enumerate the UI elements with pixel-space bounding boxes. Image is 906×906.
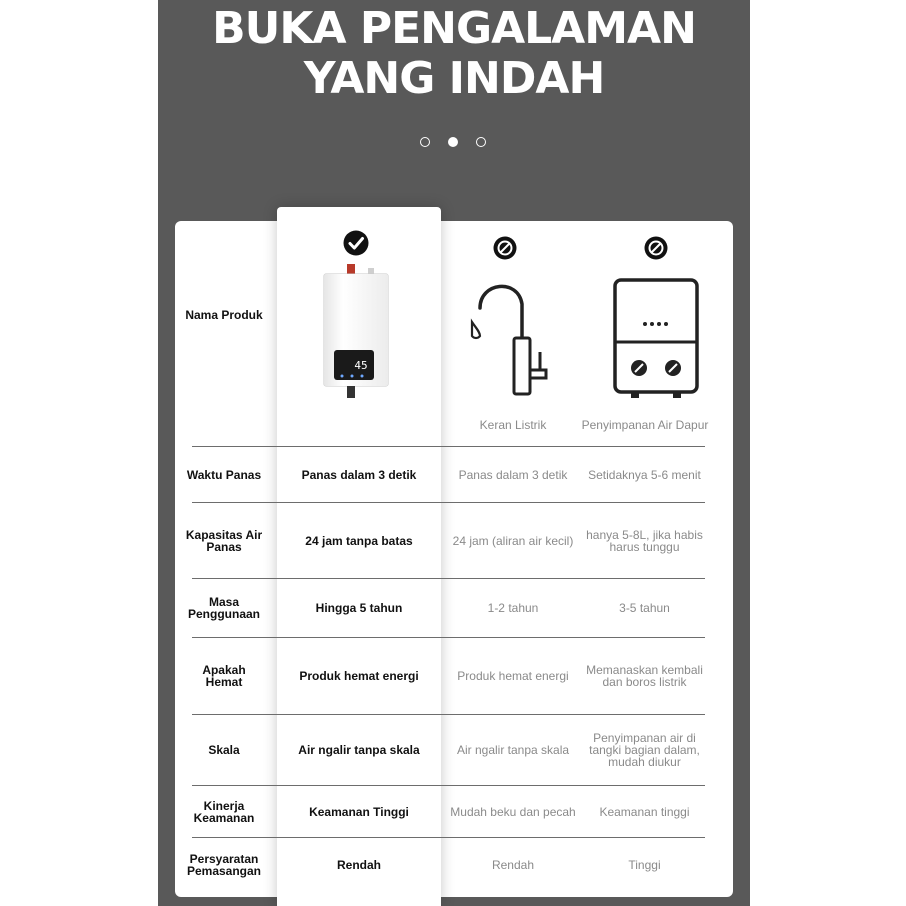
cell-faucet: Air ngalir tanpa skala xyxy=(456,743,570,757)
heater-display-temperature: 45 xyxy=(354,359,368,372)
carousel-indicator xyxy=(0,137,906,147)
kitchen-water-tank-icon xyxy=(611,276,701,400)
cell-faucet: 1-2 tahun xyxy=(487,601,539,615)
cell-faucet: Rendah xyxy=(491,858,535,872)
cell-tank: 3-5 tahun xyxy=(619,601,670,615)
prohibited-icon xyxy=(493,236,517,260)
headline-line-2: YANG INDAH xyxy=(303,53,605,104)
cell-main: Hingga 5 tahun xyxy=(315,601,403,615)
cell-tank: Tinggi xyxy=(628,858,661,872)
headline xyxy=(158,4,750,104)
label-kinerja-keamanan: Kinerja Keamanan xyxy=(193,798,255,825)
label-skala: Skala xyxy=(208,743,240,757)
cell-main: Rendah xyxy=(336,858,381,872)
cell-faucet: Produk hemat energi xyxy=(457,669,569,683)
cell-tank: Keamanan tinggi xyxy=(599,804,690,819)
label-masa-penggunaan: Masa Penggunaan xyxy=(187,595,260,621)
cell-faucet: 24 jam (aliran air kecil) xyxy=(452,533,574,548)
cell-main: Keamanan Tinggi xyxy=(309,804,409,819)
label-waktu-panas: Waktu Panas xyxy=(186,467,262,482)
carousel-dot-1[interactable] xyxy=(420,137,430,147)
carousel-dot-3[interactable] xyxy=(476,137,486,147)
label-product-name: Nama Produk xyxy=(185,308,263,322)
cell-main: Air ngalir tanpa skala xyxy=(298,743,420,757)
label-kapasitas-air-panas: Kapasitas Air Panas xyxy=(185,527,263,554)
cell-tank: Penyimpanan air di tangki bagian dalam, mudah diukur xyxy=(589,731,700,769)
cell-main: 24 jam tanpa batas xyxy=(305,533,413,548)
carousel-dot-2[interactable] xyxy=(448,137,458,147)
cell-tank: hanya 5-8L, jika habis harus tunggu xyxy=(586,527,703,554)
product-name-tank: Penyimpanan Air Dapur xyxy=(581,418,709,432)
headline-line-1: BUKA PENGALAMAN xyxy=(212,3,696,54)
check-icon xyxy=(343,230,369,256)
label-persyaratan-pemasangan: Persyaratan Pemasangan xyxy=(186,852,262,878)
electric-faucet-icon xyxy=(468,278,556,400)
cell-tank: Memanaskan kembali dan boros listrik xyxy=(586,663,703,689)
cell-main: Produk hemat energi xyxy=(299,669,419,683)
prohibited-icon xyxy=(644,236,668,260)
water-heater-icon xyxy=(320,262,392,400)
product-name-faucet: Keran Listrik xyxy=(479,418,547,432)
cell-faucet: Panas dalam 3 detik xyxy=(458,467,568,482)
cell-faucet: Mudah beku dan pecah xyxy=(450,804,576,819)
label-apakah-hemat: Apakah Hemat xyxy=(202,663,246,689)
cell-tank: Setidaknya 5-6 menit xyxy=(588,467,701,482)
cell-main: Panas dalam 3 detik xyxy=(301,467,417,482)
